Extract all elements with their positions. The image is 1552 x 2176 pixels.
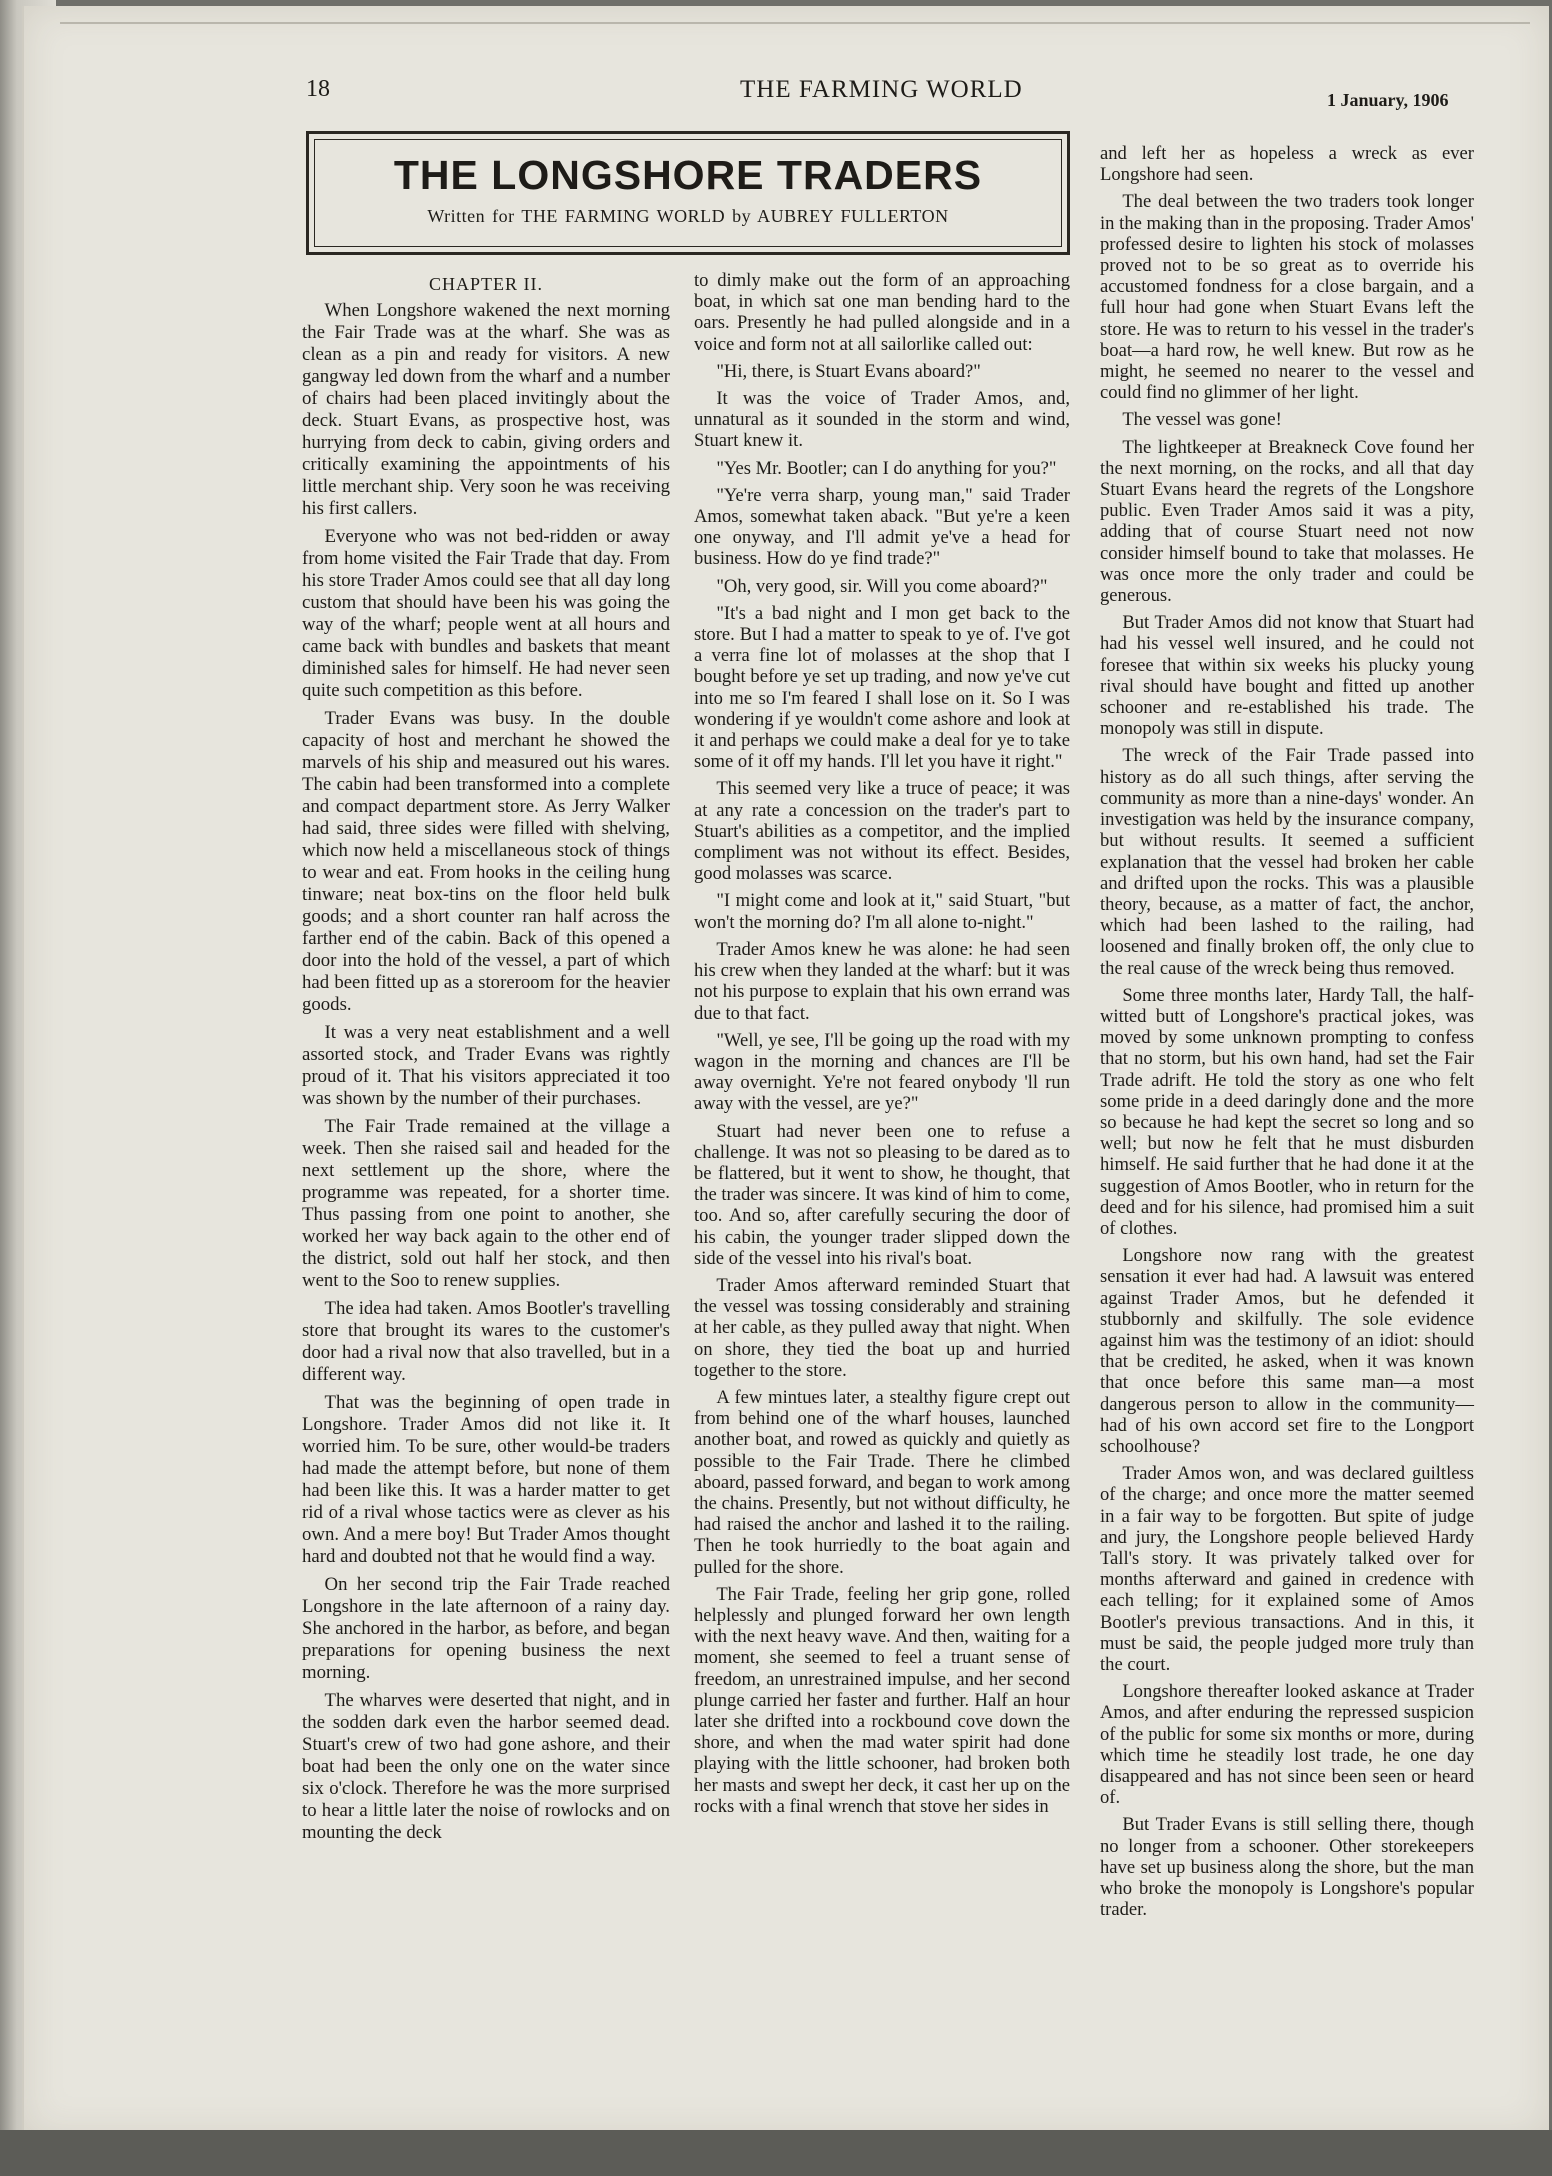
paragraph: This seemed very like a truce of peace; it was at any rate a concession on the trader's part to Stuart's abilities as a competitor, and the implied compliment was not without its effect. Besides, good molasses was scarce.: [694, 778, 1070, 885]
journal-title: THE FARMING WORLD: [740, 76, 1023, 103]
paragraph: But Trader Amos did not know that Stuart had had his vessel well insured, and he could not foresee that within six weeks his plucky young rival should have bought and fitted up another schooner and re-established his trade. The monopoly was still in dispute.: [1100, 612, 1474, 740]
column-1: [302, 300, 670, 1850]
paragraph: It was a very neat establishment and a well assorted stock, and Trader Evans was rightly proud of it. That his visitors appreciated it too was shown by the number of their purchases.: [302, 1022, 670, 1109]
paragraph: That was the beginning of open trade in Longshore. Trader Amos did not like it. It worried him. To be sure, other would-be traders had made the attempt before, but none of them had been like this. It was a harder matter to get rid of a rival whose tactics were as clever as his own. And a mere boy! But Trader Amos thought hard and doubted not that he would find a way.: [302, 1392, 670, 1567]
paragraph: "Hi, there, is Stuart Evans aboard?": [716, 360, 981, 382]
page-number: 18: [306, 76, 330, 102]
paragraph: Trader Amos afterward reminded Stuart that the vessel was tossing considerably and straining at her cable, as they pulled away that night. When on shore, they tied the boat up and hurried together to the store.: [694, 1274, 1070, 1381]
title-box: [306, 131, 1070, 255]
paragraph: It was the voice of Trader Amos, and, unnatural as it sounded in the storm and wind, Stuart knew it.: [694, 388, 1070, 452]
paragraph: The wreck of the Fair Trade passed into history as do all such things, after serving the community as more than a nine-days' wonder. An investigation was held by the insurance company, but without results. It seemed a sufficient explanation that the vessel had broken her cable and drifted upon the rocks. This was a plausible theory, because, as a matter of fact, the anchor, which had been lashed to the railing, had loosened and finally broken off, the only clue to the real cause of the wreck being thus removed.: [1100, 745, 1474, 979]
paragraph: A few mintues later, a stealthy figure crept out from behind one of the wharf houses, launched another boat, and rowed as quickly and quietly as possible to the Fair Trade. There he climbed aboard, passed forward, and began to work among the chains. Presently, but not without difficulty, he had raised the anchor and lashed it to the railing. Then he took hurriedly to the boat again and pulled for the shore.: [694, 1386, 1070, 1578]
column-3: [1100, 143, 1474, 1926]
paragraph: The lightkeeper at Breakneck Cove found her the next morning, on the rocks, and all that day Stuart Evans heard the regrets of the Longshore public. Even Trader Amos said it was a pity, adding that of course Stuart need not now consider himself bound to take that molasses. He was once more the only trader and could be generous.: [1100, 436, 1474, 607]
paragraph: Trader Evans was busy. In the double capacity of host and merchant he showed the marvels of his ship and measured out his wares. The cabin had been transformed into a complete and compact department store. As Jerry Walker had said, three sides were filled with shelving, which now held a miscellaneous stock of things to wear and eat. From hooks in the ceiling hung tinware; neat box-tins on the floor held bulk goods; and a short counter ran half across the farther end of the cabin. Back of this opened a door into the hold of the vessel, a part of which had been fitted up as a storeroom for the heavier goods.: [302, 708, 670, 1015]
paragraph: "It's a bad night and I mon get back to the store. But I had a matter to speak to ye of. I've got a verra fine lot of molasses at the shop that I bought before ye set up trading, and now ye've cut into me so I'm feared I shall lose on it. So I was wondering if ye wouldn't come ashore and look at it and perhaps we could make a deal for ye to take some of it off my hands. I'll let you have it right.": [694, 602, 1070, 773]
paragraph: When Longshore wakened the next morning the Fair Trade was at the wharf. She was as clean as a pin and ready for visitors. A new gangway led down from the wharf and a number of chairs had been placed invitingly about the deck. Stuart Evans, as prospective host, was hurrying from deck to cabin, giving orders and critically examining the appointments of his little merchant ship. Very soon he was receiving his first callers.: [302, 300, 670, 519]
paragraph: Trader Amos won, and was declared guiltless of the charge; and once more the matter seemed in a fair way to be forgotten. But spite of judge and jury, the Longshore people believed Hardy Tall's story. It was privately talked over for months afterward and gained in credence with each telling; for it explained some of Amos Bootler's previous transactions. And in this, it must be said, the people judged more truly than the court.: [1100, 1463, 1474, 1676]
top-rule: [60, 22, 1530, 24]
paragraph: Some three months later, Hardy Tall, the half-witted butt of Longshore's practical jokes, was moved by some unknown prompting to confess that no storm, but his own hand, had set the Fair Trade adrift. He told the story as one who felt some pride in a deed daringly done and the more so because he had kept the secret so long and so well; but now he felt that he must disburden himself. He said further that he had done it at the suggestion of Amos Bootler, who in return for the deed and for his silence, had promised him a suit of clothes.: [1100, 984, 1474, 1239]
paragraph: The Fair Trade, feeling her grip gone, rolled helplessly and plunged forward her own length with the next heavy wave. And then, waiting for a moment, she seemed to feel a truant sense of freedom, an unrestrained impulse, and her second plunge carried her faster and further. Half an hour later she drifted into a rockbound cove down the shore, and when the mad water spirit had done playing with the little schooner, had broken both her masts and swept her deck, it cast her up on the rocks with a final wrench that stove her sides in: [694, 1583, 1070, 1817]
paragraph: to dimly make out the form of an approaching boat, in which sat one man bending hard to the oars. Presently he had pulled alongside and in a voice and form not at all sailorlike called out:: [694, 270, 1070, 355]
paragraph: "Ye're verra sharp, young man," said Trader Amos, somewhat taken aback. "But ye're a keen one onyway, and I'll admit ye've a head for business. How do ye find trade?": [694, 484, 1070, 570]
paragraph: The deal between the two traders took longer in the making than in the proposing. Trader Amos' professed desire to lighten his stock of molasses proved not to be so great as to override his accustomed fondness for a close bargain, and a full hour had gone when Stuart Evans left the store. He was to return to his vessel in the trader's boat—a hard row, he well knew. But row as he might, he seemed no nearer to the vessel and could find no glimmer of her light.: [1100, 191, 1474, 404]
article-title: THE LONGSHORE TRADERS: [393, 152, 983, 198]
paragraph: "Well, ye see, I'll be going up the road with my wagon in the morning and chances are I'll be away overnight. Ye're not feared onybody 'll run away with the vessel, are ye?": [694, 1029, 1070, 1115]
paragraph: "Yes Mr. Bootler; can I do anything for you?": [716, 457, 1057, 479]
chapter-heading: CHAPTER II.: [429, 274, 543, 294]
paragraph: Trader Amos knew he was alone: he had seen his crew when they landed at the wharf: but it was not his purpose to explain that his own errand was due to that fact.: [694, 938, 1070, 1024]
paragraph: On her second trip the Fair Trade reached Longshore in the late afternoon of a rainy day. She anchored in the harbor, as before, and began preparations for opening business the next morning.: [302, 1574, 670, 1683]
paragraph: and left her as hopeless a wreck as ever Longshore had seen.: [1100, 143, 1474, 186]
article-byline: Written for THE FARMING WORLD by AUBREY FULLERTON: [427, 206, 949, 226]
paragraph: The idea had taken. Amos Bootler's travelling store that brought its wares to the customer's door had a rival now that also travelled, but in a different way.: [302, 1298, 670, 1385]
paragraph: Longshore thereafter looked askance at Trader Amos, and after enduring the repressed suspicion of the public for some six months or more, during which time he steadily lost trade, he one day disappeared and has not since been seen or heard of.: [1100, 1681, 1474, 1809]
paragraph: Everyone who was not bed-ridden or away from home visited the Fair Trade that day. From his store Trader Amos could see that all day long custom that should have been his was going the way of the wharf; people went at all hours and came back with bundles and baskets that meant diminished sales for himself. He had never seen quite such competition as this before.: [302, 526, 670, 701]
paragraph: The vessel was gone!: [1122, 409, 1282, 431]
paragraph: Longshore now rang with the greatest sensation it ever had had. A lawsuit was entered against Trader Amos, but he defended it stubbornly and skilfully. The sole evidence against him was the testimony of an idiot: should that be credited, he asked, when it was known that once before this same man—a most dangerous person to allow in the community—had of his own accord set fire to the Longport schoolhouse?: [1100, 1245, 1474, 1457]
issue-date: 1 January, 1906: [1327, 90, 1449, 110]
scan-bottom-edge: [0, 2130, 1552, 2176]
paragraph: The wharves were deserted that night, and in the sodden dark even the harbor seemed dead. Stuart's crew of two had gone ashore, and their boat had been the only one on the water since six o'clock. Therefore he was the more surprised to hear a little later the noise of rowlocks and on mounting the deck: [302, 1690, 670, 1843]
paragraph: Stuart had never been one to refuse a challenge. It was not so pleasing to be dared as to be flattered, but it went to show, he thought, that the trader was sincere. It was kind of him to come, too. And so, after carefully securing the door of his cabin, the younger trader slipped down the side of the vessel into his rival's boat.: [694, 1120, 1070, 1269]
paragraph: But Trader Evans is still selling there, though no longer from a schooner. Other storekeepers have set up business along the shore, but the man who broke the monopoly is Longshore's popular trader.: [1100, 1814, 1474, 1921]
paragraph: The Fair Trade remained at the village a week. Then she raised sail and headed for the next settlement up the shore, where the programme was repeated, for a shorter time. Thus passing from one point to another, she worked her way back again to the other end of the district, sold out half her stock, and then went to the Soo to renew supplies.: [302, 1116, 670, 1291]
paragraph: "I might come and look at it," said Stuart, "but won't the morning do? I'm all alone to-night.": [694, 890, 1070, 933]
paragraph: "Oh, very good, sir. Will you come aboard?": [716, 575, 1048, 597]
column-2: [694, 270, 1070, 1823]
